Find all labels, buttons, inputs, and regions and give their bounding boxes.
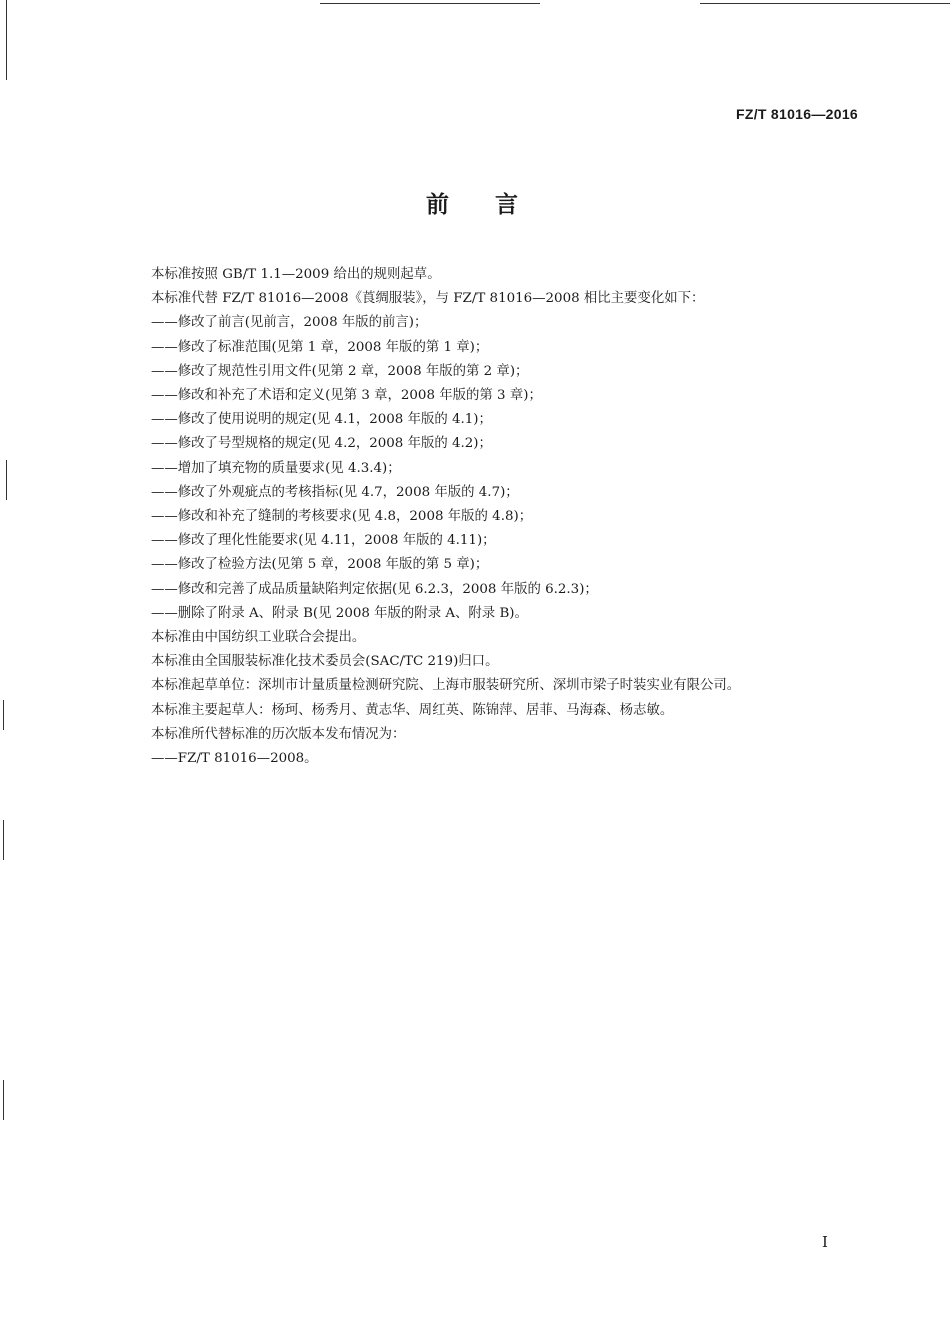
- list-item: ——修改和补充了术语和定义(见第 3 章，2008 年版的第 3 章)；: [151, 388, 542, 404]
- list-item: ——修改了外观疵点的考核指标(见 4.7，2008 年版的 4.7)；: [151, 484, 519, 500]
- list-item: ——修改了前言(见前言，2008 年版的前言)；: [151, 315, 428, 331]
- list-item: ——修改了规范性引用文件(见第 2 章，2008 年版的第 2 章)；: [151, 363, 529, 379]
- list-item: ——修改和完善了成品质量缺陷判定依据(见 6.2.3，2008 年版的 6.2.3)；: [151, 581, 598, 597]
- list-item: ——修改了理化性能要求(见 4.11，2008 年版的 4.11)；: [151, 533, 496, 549]
- scan-edge-mark: [3, 820, 4, 860]
- page-number: I: [822, 1233, 828, 1251]
- text-line: 本标准所代替标准的历次版本发布情况为：: [151, 726, 406, 742]
- list-item: ——FZ/T 81016—2008。: [151, 751, 318, 767]
- foreword-body: [151, 263, 871, 771]
- list-item: ——修改和补充了缝制的考核要求(见 4.8，2008 年版的 4.8)；: [151, 509, 533, 525]
- scan-edge-mark: [700, 3, 950, 4]
- scan-edge-mark: [3, 700, 4, 730]
- document-code: FZ/T 81016—2016: [735, 106, 858, 122]
- text-line: 本标准起草单位：深圳市计量质量检测研究院、上海市服装研究所、深圳市梁子时装实业有限公司。: [151, 678, 741, 694]
- list-item: ——增加了填充物的质量要求(见 4.3.4)；: [151, 460, 401, 476]
- text-line: 本标准主要起草人：杨珂、杨秀月、黄志华、周红英、陈锦萍、居菲、马海森、杨志敏。: [151, 702, 674, 718]
- text-line: 本标准按照 GB/T 1.1—2009 给出的规则起草。: [151, 267, 441, 282]
- list-item: ——删除了附录 A、附录 B(见 2008 年版的附录 A、附录 B)。: [151, 605, 528, 621]
- page-title: 前言: [426, 192, 564, 218]
- list-item: ——修改了标准范围(见第 1 章，2008 年版的第 1 章)；: [151, 339, 489, 355]
- list-item: ——修改了号型规格的规定(见 4.2，2008 年版的 4.2)；: [151, 436, 492, 452]
- scan-edge-mark: [320, 3, 540, 4]
- scan-edge-mark: [6, 460, 7, 500]
- list-item: ——修改了使用说明的规定(见 4.1，2008 年版的 4.1)；: [151, 412, 492, 428]
- list-item: ——修改了检验方法(见第 5 章，2008 年版的第 5 章)；: [151, 557, 489, 573]
- text-line: 本标准由中国纺织工业联合会提出。: [151, 630, 366, 646]
- text-line: 本标准代替 FZ/T 81016—2008《莨绸服装》，与 FZ/T 81016—2008 相比主要变化如下：: [151, 291, 705, 307]
- text-line: 本标准由全国服装标准化技术委员会(SAC/TC 219)归口。: [151, 654, 499, 670]
- scan-edge-mark: [6, 0, 7, 80]
- scan-edge-mark: [3, 1080, 4, 1120]
